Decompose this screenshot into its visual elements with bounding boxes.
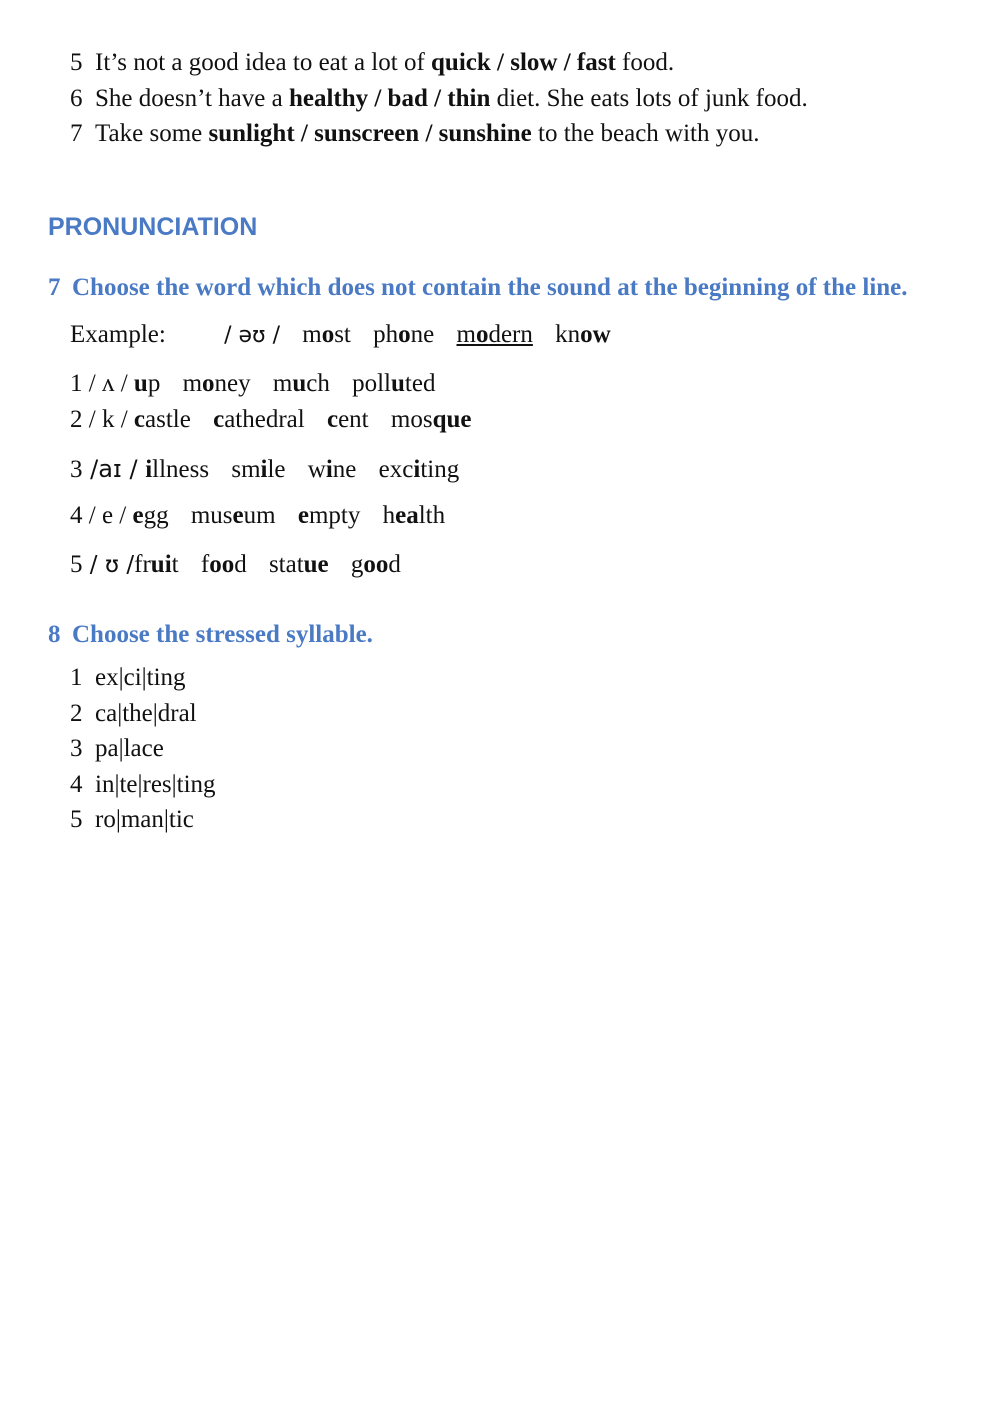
word-option[interactable]: polluted — [352, 370, 436, 397]
example-row — [70, 320, 611, 351]
syllable-word[interactable]: ro|man|tic — [95, 806, 194, 833]
item-text: to the beach with you. — [531, 120, 760, 147]
item-text: Take some — [95, 120, 209, 147]
word-option[interactable]: statue — [268, 551, 329, 578]
item-text: diet. She eats lots of junk food. — [490, 85, 808, 112]
phonetic-symbol: /aɪ / — [82, 455, 146, 483]
vocab-item — [70, 48, 674, 78]
task-8-heading — [48, 620, 373, 650]
word-option[interactable]: good — [350, 551, 401, 578]
item-options[interactable]: sunlight / sunscreen / sunshine — [208, 120, 532, 147]
sound-item — [70, 405, 471, 435]
item-number: 2 — [70, 406, 83, 433]
word-option[interactable]: museum — [190, 502, 276, 529]
word-option[interactable]: cathedral — [213, 406, 305, 433]
syllable-word[interactable]: ex|ci|ting — [95, 664, 186, 691]
item-options[interactable]: quick / slow / fast — [431, 49, 616, 76]
word-option: most — [302, 321, 351, 348]
word-option[interactable]: food — [200, 551, 247, 578]
task-7-heading — [48, 273, 908, 303]
vocab-item — [70, 84, 808, 114]
item-number: 4 — [70, 771, 83, 798]
item-number: 5 — [70, 49, 83, 76]
item-number: 3 — [70, 456, 83, 483]
word-option[interactable]: fruit — [134, 551, 179, 578]
word-option[interactable]: cent — [326, 406, 369, 433]
item-number: 6 — [70, 85, 83, 112]
item-number: 3 — [70, 735, 83, 762]
syllable-item — [70, 699, 197, 729]
word-option[interactable]: smile — [231, 456, 286, 483]
item-text: It’s not a good idea to eat a lot of — [95, 49, 432, 76]
syllable-word[interactable]: pa|lace — [95, 735, 164, 762]
phonetic-symbol: / əʊ / — [224, 323, 280, 348]
phonetic-symbol: / ʌ / — [82, 370, 134, 397]
syllable-word[interactable]: in|te|res|ting — [95, 771, 216, 798]
word-option[interactable]: exciting — [378, 456, 460, 483]
sound-item — [70, 501, 445, 531]
example-answer-underlined: modern — [456, 321, 533, 348]
syllable-word[interactable]: ca|the|dral — [95, 700, 197, 727]
word-option: phone — [373, 321, 435, 348]
task-number: 8 — [48, 621, 61, 648]
item-text: She doesn’t have a — [95, 85, 289, 112]
syllable-item — [70, 770, 216, 800]
item-number: 1 — [70, 370, 83, 397]
example-label: Example: — [70, 321, 166, 348]
word-option: know — [555, 321, 611, 348]
item-number: 1 — [70, 664, 83, 691]
word-option[interactable]: castle — [133, 406, 191, 433]
item-number: 2 — [70, 700, 83, 727]
word-option[interactable]: illness — [145, 456, 210, 483]
word-option[interactable]: egg — [132, 502, 169, 529]
item-number: 7 — [70, 120, 83, 147]
syllable-item — [70, 805, 194, 835]
word-option[interactable]: empty — [297, 502, 361, 529]
item-text: food. — [615, 49, 675, 76]
syllable-item — [70, 734, 164, 764]
item-number: 5 — [70, 806, 83, 833]
section-heading: PRONUNCIATION — [48, 213, 258, 241]
vocab-item — [70, 119, 760, 149]
sound-item — [70, 550, 401, 580]
phonetic-symbol: / k / — [82, 406, 134, 433]
syllable-item — [70, 663, 186, 693]
item-number: 4 — [70, 502, 83, 529]
word-option[interactable]: mosque — [390, 406, 472, 433]
sound-item — [70, 369, 435, 399]
word-option[interactable]: up — [133, 370, 161, 397]
sound-item — [70, 454, 459, 485]
phonetic-symbol: / e / — [82, 502, 133, 529]
item-number: 5 — [70, 551, 83, 578]
item-options[interactable]: healthy / bad / thin — [288, 85, 491, 112]
word-option[interactable]: much — [272, 370, 330, 397]
task-instruction: Choose the word which does not contain the sound at the beginning of the line. — [72, 274, 908, 301]
word-option[interactable]: money — [182, 370, 251, 397]
word-option[interactable]: health — [382, 502, 446, 529]
task-number: 7 — [48, 274, 61, 301]
word-option[interactable]: wine — [307, 456, 357, 483]
phonetic-symbol: / ʊ / — [82, 552, 135, 578]
task-instruction: Choose the stressed syllable. — [72, 621, 373, 648]
